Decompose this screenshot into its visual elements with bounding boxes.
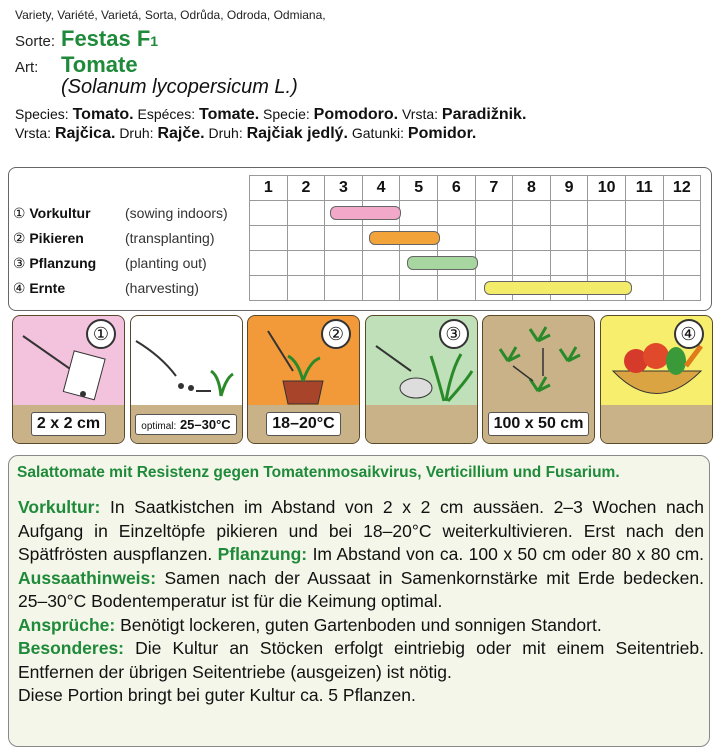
species-item: Vrsta: Rajčica. (15, 125, 116, 142)
calendar-cell (663, 251, 701, 276)
calendar-cell (663, 276, 701, 301)
calendar-cell (588, 226, 626, 251)
calendar-cell (625, 226, 663, 251)
step-value: 18–20°C (272, 415, 335, 432)
calendar-cell (513, 226, 551, 251)
month-8: 8 (513, 176, 551, 201)
calendar-cell (475, 251, 513, 276)
calendar-cell (475, 201, 513, 226)
step-footer (248, 405, 359, 443)
step-value: 25–30°C (179, 416, 231, 432)
calendar-bar (330, 206, 401, 220)
pflanzung-text: Im Abstand von ca. 100 x 50 cm oder 80 x 80 cm. (307, 544, 705, 564)
calendar-bar (369, 231, 440, 245)
month-4: 4 (362, 176, 400, 201)
month-6: 6 (437, 176, 475, 201)
calendar-bar (484, 281, 632, 295)
step-panel-4 (365, 315, 478, 444)
calendar-row-2 (9, 251, 701, 276)
species-item: Specie: Pomodoro. (263, 106, 399, 123)
calendar-cell (475, 226, 513, 251)
step-panel-6 (600, 315, 713, 444)
header (15, 8, 705, 143)
calendar-cell (663, 201, 701, 226)
species-item: Druh: Rajčiak jedlý. (208, 125, 348, 142)
calendar-row-label (9, 226, 250, 251)
calendar-cell (625, 251, 663, 276)
calendar-cell (287, 201, 325, 226)
row-label: Pflanzung (29, 254, 97, 271)
month-11: 11 (625, 176, 663, 201)
sorte-sub: 1 (150, 33, 159, 49)
calendar-row-1 (9, 226, 701, 251)
month-header-row (9, 176, 701, 201)
calendar-row-label (9, 201, 250, 226)
aussaat-key: Aussaathinweis: (18, 567, 157, 588)
calendar-cell (287, 276, 325, 301)
calendar-cell (400, 201, 438, 226)
step-panel-3 (247, 315, 360, 444)
row-translation: (transplanting) (125, 229, 215, 246)
calendar-corner (9, 176, 250, 201)
row-label: Pikieren (29, 229, 84, 246)
portion-text: Diese Portion bringt bei guter Kultur ca. 5 Pflanzen. (18, 685, 416, 705)
step-label (488, 412, 590, 436)
step-number: ④ (674, 319, 704, 349)
calendar-row-label (9, 276, 250, 301)
row-label: Vorkultur (29, 204, 91, 221)
row-translation: (planting out) (125, 254, 207, 271)
sorte-row (15, 26, 705, 52)
step-footer (13, 405, 124, 443)
sowing-calendar (8, 167, 712, 311)
step-panel-2 (130, 315, 243, 444)
calendar-cell (550, 201, 588, 226)
step-label (31, 412, 106, 436)
aussaat-text: Samen nach der Aussaat in Samenkornstärke mit Erde bedecken. 25–30°C Bodentemperatur ist für die Keimung optimal. (18, 567, 704, 611)
step-footer (366, 405, 477, 443)
species-item: Espéces: Tomate. (137, 106, 260, 123)
step-value: 100 x 50 cm (493, 415, 584, 432)
month-10: 10 (588, 176, 626, 201)
step-number: ③ (439, 319, 469, 349)
step-illustrations (12, 315, 710, 445)
month-1: 1 (250, 176, 288, 201)
step-footer (601, 405, 712, 443)
step-label (135, 414, 236, 435)
sorte-name: Festas F (61, 26, 151, 51)
calendar-cell (663, 226, 701, 251)
species-item: Vrsta: Paradižnik. (401, 106, 527, 123)
calendar-cell (362, 251, 400, 276)
calendar-cell (250, 251, 288, 276)
vorkultur-text: In Saatkistchen im Abstand von 2 x 2 cm aussäen. 2–3 Wochen nach Aufgang in Einzeltöpfe pikieren und bei 18–20°C weiterkultivieren. Erst nach den Spätfrösten auspflanzen. (18, 497, 704, 564)
step-value: 2 x 2 cm (36, 415, 101, 432)
row-translation: (harvesting) (125, 279, 199, 296)
row-translation: (sowing indoors) (125, 204, 228, 221)
species-item: Species: Tomato. (15, 106, 134, 123)
species-list (15, 105, 705, 143)
calendar-cell (287, 226, 325, 251)
step-number: ② (321, 319, 351, 349)
sorte-label: Sorte: (15, 33, 56, 50)
calendar-cell (325, 226, 363, 251)
step-label (266, 412, 340, 436)
anspruche-key: Ansprüche: (18, 614, 116, 635)
calendar-cell (400, 276, 438, 301)
row-num: ① (12, 204, 26, 221)
sorte-value (61, 26, 158, 52)
description-body (18, 496, 704, 708)
pflanzung-key: Pflanzung: (217, 544, 308, 564)
description-box (8, 455, 710, 747)
step-panel-5 (482, 315, 595, 444)
description-intro: Salattomate mit Resistenz gegen Tomatenmosaikvirus, Verticillium und Fusarium. (17, 464, 620, 481)
species-item: Druh: Rajče. (119, 125, 205, 142)
calendar-cell (287, 251, 325, 276)
calendar-cell (513, 251, 551, 276)
calendar-cell (250, 201, 288, 226)
anspruche-text: Benötigt lockeren, guten Gartenboden und sonnigen Standort. (115, 614, 602, 635)
month-3: 3 (325, 176, 363, 201)
calendar-cell (437, 226, 475, 251)
calendar-cell (362, 276, 400, 301)
calendar-cell (588, 251, 626, 276)
step-footer (483, 405, 594, 443)
art-row (15, 52, 705, 78)
month-7: 7 (475, 176, 513, 201)
step-footer (131, 405, 242, 443)
month-12: 12 (663, 176, 701, 201)
calendar-cell (625, 201, 663, 226)
step-prefix: optimal: (141, 420, 177, 432)
variety-line: Variety, Variété, Varietá, Sorta, Odrůda, Odroda, Odmiana, (15, 8, 326, 22)
month-9: 9 (550, 176, 588, 201)
calendar-cell (325, 276, 363, 301)
calendar-cell (588, 201, 626, 226)
step-number: ① (86, 319, 116, 349)
step-panel-1 (12, 315, 125, 444)
row-num: ③ (12, 254, 26, 271)
art-label: Art: (15, 59, 39, 76)
row-num: ② (12, 229, 26, 246)
besonderes-key: Besonderes: (18, 638, 125, 658)
calendar-row-label (9, 251, 250, 276)
calendar-cell (550, 226, 588, 251)
latin-name: (Solanum lycopersicum L.) (61, 76, 298, 98)
calendar-cell (513, 201, 551, 226)
calendar-cell (325, 251, 363, 276)
calendar-cell (437, 201, 475, 226)
vorkultur-key: Vorkultur: (18, 497, 101, 517)
calendar-cell (250, 226, 288, 251)
art-value: Tomate (61, 52, 138, 77)
month-2: 2 (287, 176, 325, 201)
month-5: 5 (400, 176, 438, 201)
calendar-cell (550, 251, 588, 276)
row-num: ④ (12, 279, 26, 296)
besonderes-text: Die Kultur an Stöcken erfolgt eintriebig oder mit einem Seitentrieb. Entfernen der übrigen Seitentriebe (ausgeizen) ist nötig. (18, 638, 704, 682)
calendar-cell (250, 276, 288, 301)
calendar-bar (407, 256, 478, 270)
row-label: Ernte (29, 279, 66, 296)
calendar-cell (437, 276, 475, 301)
species-item: Gatunki: Pomidor. (351, 125, 477, 142)
